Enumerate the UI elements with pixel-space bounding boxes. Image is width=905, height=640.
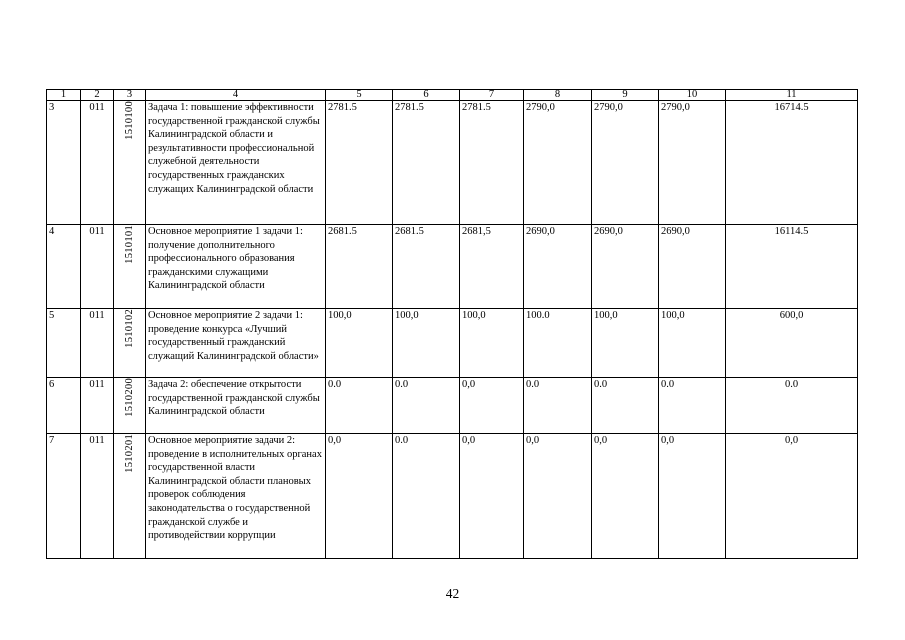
header-cell-7: 7 bbox=[460, 90, 524, 101]
value-col-5: 2781.5 bbox=[326, 101, 393, 225]
value-col-9: 0.0 bbox=[592, 378, 659, 434]
value-col-9: 2690,0 bbox=[592, 225, 659, 309]
value-col-8: 0.0 bbox=[524, 378, 592, 434]
department-code: 011 bbox=[81, 434, 114, 559]
table-row bbox=[47, 378, 858, 434]
header-cell-5: 5 bbox=[326, 90, 393, 101]
item-description: Основное мероприятие задачи 2: проведение в исполнительных органах государственной власти Калининградской области плановых проверок соблюдения законодательства о государственной гражданской службе и противодействии коррупции bbox=[146, 434, 326, 559]
header-cell-6: 6 bbox=[393, 90, 460, 101]
item-description: Задача 2: обеспечение открытости государственной гражданской службы Калининградской области bbox=[146, 378, 326, 434]
item-description: Основное мероприятие 2 задачи 1: проведение конкурса «Лучший государственный гражданский служащий Калининградской области» bbox=[146, 309, 326, 378]
header-cell-9: 9 bbox=[592, 90, 659, 101]
value-col-5: 2681.5 bbox=[326, 225, 393, 309]
value-col-8: 2690,0 bbox=[524, 225, 592, 309]
value-col-6: 0.0 bbox=[393, 434, 460, 559]
value-col-10: 2690,0 bbox=[659, 225, 726, 309]
row-number: 3 bbox=[47, 101, 81, 225]
program-code bbox=[114, 309, 146, 378]
table-row bbox=[47, 101, 858, 225]
value-col-6: 100,0 bbox=[393, 309, 460, 378]
value-col-7: 0,0 bbox=[460, 378, 524, 434]
header-cell-4: 4 bbox=[146, 90, 326, 101]
table-row bbox=[47, 225, 858, 309]
value-col-7: 100,0 bbox=[460, 309, 524, 378]
program-code bbox=[114, 225, 146, 309]
value-total: 0.0 bbox=[726, 378, 858, 434]
page-number: 42 bbox=[445, 586, 460, 601]
value-col-9: 100,0 bbox=[592, 309, 659, 378]
value-col-7: 2781.5 bbox=[460, 101, 524, 225]
header-cell-2: 2 bbox=[81, 90, 114, 101]
row-number: 6 bbox=[47, 378, 81, 434]
table-row bbox=[47, 309, 858, 378]
value-total: 600,0 bbox=[726, 309, 858, 378]
value-col-9: 0,0 bbox=[592, 434, 659, 559]
program-code bbox=[114, 378, 146, 434]
item-description: Основное мероприятие 1 задачи 1: получение дополнительного профессионального образования гражданскими служащими Калининградской области bbox=[146, 225, 326, 309]
header-cell-10: 10 bbox=[659, 90, 726, 101]
department-code: 011 bbox=[81, 309, 114, 378]
value-col-10: 0,0 bbox=[659, 434, 726, 559]
value-col-10: 0.0 bbox=[659, 378, 726, 434]
value-col-5: 0.0 bbox=[326, 378, 393, 434]
value-col-6: 0.0 bbox=[393, 378, 460, 434]
value-col-8: 2790,0 bbox=[524, 101, 592, 225]
value-col-10: 100,0 bbox=[659, 309, 726, 378]
header-cell-8: 8 bbox=[524, 90, 592, 101]
value-col-10: 2790,0 bbox=[659, 101, 726, 225]
header-cell-3: 3 bbox=[114, 90, 146, 101]
department-code: 011 bbox=[81, 225, 114, 309]
program-code-text: 1510200 bbox=[123, 378, 135, 417]
value-col-6: 2781.5 bbox=[393, 101, 460, 225]
value-col-8: 100.0 bbox=[524, 309, 592, 378]
header-cell-11: 11 bbox=[726, 90, 858, 101]
program-code-text: 1510101 bbox=[123, 225, 135, 264]
value-col-7: 2681,5 bbox=[460, 225, 524, 309]
value-total: 0,0 bbox=[726, 434, 858, 559]
value-col-6: 2681.5 bbox=[393, 225, 460, 309]
value-total: 16114.5 bbox=[726, 225, 858, 309]
department-code: 011 bbox=[81, 378, 114, 434]
value-total: 16714.5 bbox=[726, 101, 858, 225]
program-code bbox=[114, 101, 146, 225]
row-number: 5 bbox=[47, 309, 81, 378]
value-col-5: 100,0 bbox=[326, 309, 393, 378]
item-description: Задача 1: повышение эффективности государственной гражданской службы Калининградской области и результативности профессиональной служебной деятельности государственных гражданских служащих Калининградской области bbox=[146, 101, 326, 225]
department-code: 011 bbox=[81, 101, 114, 225]
row-number: 7 bbox=[47, 434, 81, 559]
budget-table bbox=[46, 89, 858, 559]
program-code-text: 1510102 bbox=[123, 309, 135, 348]
row-number: 4 bbox=[47, 225, 81, 309]
value-col-8: 0,0 bbox=[524, 434, 592, 559]
value-col-7: 0,0 bbox=[460, 434, 524, 559]
header-row bbox=[47, 90, 858, 101]
table-row bbox=[47, 434, 858, 559]
header-cell-1: 1 bbox=[47, 90, 81, 101]
program-code-text: 1510100 bbox=[123, 101, 135, 140]
value-col-9: 2790,0 bbox=[592, 101, 659, 225]
program-code-text: 1510201 bbox=[123, 434, 135, 473]
value-col-5: 0,0 bbox=[326, 434, 393, 559]
program-code bbox=[114, 434, 146, 559]
